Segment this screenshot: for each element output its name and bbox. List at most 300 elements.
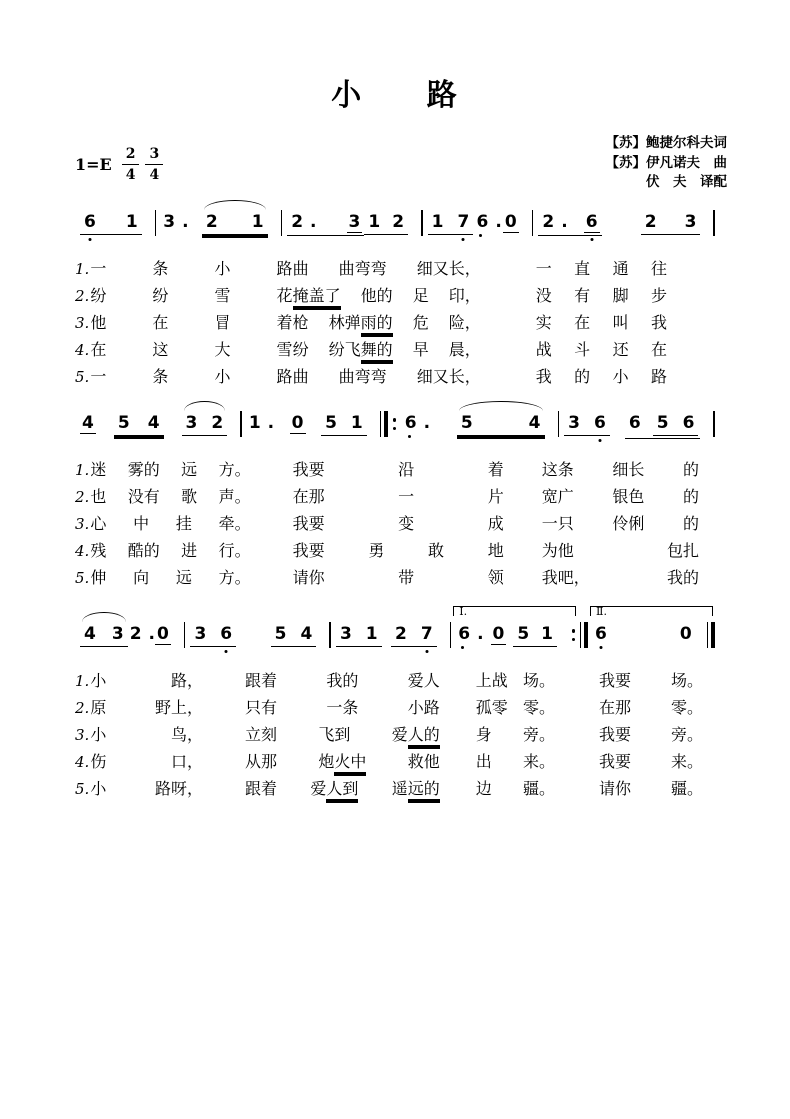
measure [185,622,329,647]
verse-number: 4. [75,542,90,560]
lyric-word: 细又长， [416,367,481,386]
low-octave-dot [590,238,593,241]
lyric-phrase-group [75,256,293,279]
lyric-word: 实 [535,313,552,332]
lyric-word: 来。 [670,752,703,771]
note-digit: 7 [457,212,470,232]
note-digit: 0 [291,413,304,433]
lyric-phrase-group [75,565,293,588]
repeat-dots [393,411,396,437]
note-digit: 6 [404,413,417,433]
lyric-word: 林弹雨的 [328,313,393,332]
note [347,212,363,233]
lyric-word: 路， [170,671,203,690]
note [539,624,555,644]
note-digit: 0 [679,624,692,644]
note [80,413,96,434]
lyric-melisma: 雨的 [360,313,393,332]
lyric-word: 5. 伸 [75,568,107,587]
lyric-word: 直 [574,259,591,278]
lyric-word: 变 [398,514,415,533]
lyric-phrase-group [536,283,715,306]
lyric-phrase-group [75,364,293,387]
note-digit: 6 [585,212,598,232]
note-digit: 6 [594,624,607,644]
page-title: 小 路 [331,78,459,113]
lyric-word: 曲弯弯 [338,259,387,278]
note [146,413,162,433]
lyric-word: 我要 [598,725,631,744]
note [683,212,699,232]
lyric-word: 从那 [245,752,278,771]
note [655,413,671,433]
lyric-word: 我 [650,313,667,332]
note [491,624,507,645]
key-and-credits-row [75,134,727,194]
note-digit: 6 [220,624,233,644]
note-group [202,212,268,235]
lyric-word: 4. 残 [75,541,107,560]
measure [451,605,570,647]
note-digit: 3 [568,413,580,433]
note [390,212,406,232]
low-octave-dot [88,238,91,241]
barline-single [713,411,715,437]
lyric-phrase-group [536,337,715,360]
lyric-word: 他的 [360,286,393,305]
lyric-word: 我 [535,367,552,386]
lyric-word: 曲 [292,259,309,278]
lyric-phrase-group [555,695,715,718]
note [110,624,126,644]
lyric-word: 晨， [448,340,481,359]
lyric-phrase-group [75,722,203,745]
note [527,413,543,433]
lyric-word: 方。 [218,460,251,479]
lyric-phrase-group [504,484,715,507]
note-group [182,413,228,436]
lyric-word: 1. 一 [75,259,107,278]
lyric-word: 印， [448,286,481,305]
lyric-word: 小 [214,367,231,386]
note [155,624,171,645]
lyric-word: 我的 [326,671,359,690]
lyric-word: 鸟， [170,725,203,744]
lyric-word: 的 [682,487,699,506]
lyric-phrase-group [536,364,715,387]
lyric-phrase-group [75,310,293,333]
note [456,624,483,644]
note-digit: 1 [368,212,381,232]
notes-row [75,210,715,252]
note [218,624,234,644]
volta-bracket [453,606,576,616]
note-group [457,413,545,436]
augmentation-dot: . [477,624,484,644]
repeat-dot [572,638,575,641]
lyric-phrase-group [75,484,293,507]
verse-number: 1. [75,461,90,479]
lyric-word: 1. 小 [75,671,107,690]
lyric-word: 4. 伤 [75,752,107,771]
note [540,212,567,232]
lyric-word: 包扎 [666,541,699,560]
lyric-phrase-group [293,310,536,333]
note-digit: 3 [111,624,124,644]
lyric-phrase-group [536,310,715,333]
lyric-phrase-group [440,776,555,799]
lyric-word: 上战 [475,671,508,690]
lyric-word: 我要 [292,514,325,533]
lyric-word: 带 [398,568,415,587]
verse-number: 1. [75,260,90,278]
lyric-word: 雪 [276,340,293,359]
barline-thin [713,411,715,437]
lyric-word: 跟着 [245,779,278,798]
lyric-phrase-group [536,256,715,279]
note [204,212,220,232]
lyric-phrase-group [203,749,440,772]
lyric-word: 零。 [522,698,555,717]
lyric-row [75,256,715,283]
lyric-phrase-group [75,283,293,306]
lyric-word: 危 [412,313,429,332]
lyric-phrase-group [440,722,555,745]
note [503,212,519,233]
note-digit: 6 [628,413,641,433]
note-digit: 5 [117,413,130,433]
lyric-word: 雪 [214,286,231,305]
lyric-word: 2. 纷 [75,286,107,305]
lyric-word: 敢 [428,541,445,560]
verse-number: 3. [75,515,90,533]
lyric-word: 足 [412,286,429,305]
lyric-word: 3. 他 [75,313,107,332]
note-digit: 1 [125,212,138,232]
low-octave-dot [225,650,228,653]
verse-number: 2. [75,488,90,506]
note-digit: 0 [157,624,169,644]
verse-number: 5. [75,569,90,587]
lyric-word: 通 [612,259,629,278]
note-group [513,624,557,647]
note [515,624,531,644]
lyric-melisma: 远的 [407,779,440,798]
lyric-phrase-group [293,256,536,279]
note-group [80,212,142,235]
volta-bracket [590,606,713,616]
note-digit: 0 [504,212,517,232]
lyric-row [75,565,715,592]
barline-final [707,622,715,648]
lyric-word: 条 [152,367,169,386]
note-digit: 0 [492,624,505,644]
low-octave-dot [599,646,602,649]
lyric-word: 的 [682,460,699,479]
lyric-word: 在那 [598,698,631,717]
low-octave-dot [462,238,465,241]
note [124,212,140,232]
lyrics-block [75,457,715,592]
lyric-word: 一 [535,259,552,278]
repeat-dot [393,427,396,430]
note-digit: 1 [431,212,444,232]
lyric-phrase-group [440,695,555,718]
note [627,413,643,433]
note-group [428,212,474,235]
verse-number: 2. [75,287,90,305]
note [592,413,608,433]
note-digit: 3 [194,624,207,644]
lyric-row [75,538,715,565]
lyric-word: 场。 [670,671,703,690]
system-3 [75,605,715,803]
barline-thick [384,411,388,437]
time-signatures [122,146,164,183]
lyric-word: 着 [487,460,504,479]
note-digit: 2 [395,624,407,644]
lyric-word: 路呀， [154,779,203,798]
measure [75,210,155,235]
note-digit: 4 [84,624,96,644]
lyric-word: 路 [276,367,293,386]
lyric-word: 斗 [574,340,591,359]
barline-thick [711,622,715,648]
lyric-phrase-group [75,337,293,360]
lyric-row [75,776,715,803]
lyric-word: 曲弯弯 [338,367,387,386]
note [403,413,430,433]
note-digit: 6 [682,413,695,433]
verse-number: 5. [75,780,90,798]
lyric-word: 在 [650,340,667,359]
lyric-word: 步 [650,286,667,305]
verse-number: 4. [75,341,90,359]
lyric-word: 纷飞舞的 [328,340,393,359]
lyric-word: 花 [276,286,293,305]
note-digit: 2 [129,624,142,644]
lyric-word: 2. 原 [75,698,107,717]
note [184,413,200,433]
barline-thin [580,622,582,648]
verse-number: 2. [75,699,90,717]
credit-translator: 伏 夫 译配 [646,174,727,191]
lyric-melisma: 人到 [326,779,359,798]
note-digit: 3 [684,212,697,232]
lyric-word [293,283,341,306]
lyric-word: 5. 一 [75,367,107,386]
key-signature [75,146,163,183]
lyric-phrase-group [75,668,203,691]
note-digit: 1 [350,413,363,433]
lyric-word: 口， [170,752,203,771]
repeat-dot [572,629,575,632]
note [290,413,306,434]
lyric-word: 这条 [541,460,574,479]
note [289,212,316,232]
lyric-word: 孤零 [475,698,508,717]
lyric-word: 立刻 [245,725,278,744]
note [364,624,380,644]
lyric-phrase-group [555,749,715,772]
lyric-row [75,695,715,722]
note-digit: 4 [528,413,541,433]
note-digit: 5 [656,413,669,433]
notes-row [75,411,715,453]
note-group [321,413,367,436]
lyric-word: 早 [412,340,429,359]
lyric-word: 向 [133,568,150,587]
measure [242,411,380,436]
barline-single [713,210,715,236]
note-digit: 5 [274,624,287,644]
augmentation-dot: . [423,413,431,433]
lyric-word: 4. 在 [75,340,107,359]
note-digit: 2 [205,212,218,232]
lyric-word: 我要 [292,460,325,479]
lyric-word: 在 [574,313,591,332]
lyric-word: 雾的 [127,460,160,479]
lyric-melisma: 掩盖了 [292,286,341,305]
lyric-word: 沿 [398,460,415,479]
measure [282,210,421,236]
lyric-word: 场。 [522,671,555,690]
measure [559,411,713,439]
lyric-word: 进 [181,541,198,560]
lyric-row [75,457,715,484]
note-group [641,212,701,235]
lyric-word: 纷 [152,286,169,305]
note-digit: 2 [644,212,657,232]
note-digit: 1 [248,413,261,433]
lyric-phrase-group [293,364,536,387]
notes-row [75,605,715,664]
note-digit: 7 [420,624,433,644]
note-group [364,212,408,235]
lyric-word: 脚 [612,286,629,305]
system-1 [75,210,715,391]
note [366,212,382,232]
verse-number: 3. [75,314,90,332]
lyric-word: 酷的 [127,541,160,560]
lyric-word: 勇 [368,541,385,560]
measure [156,210,280,235]
lyric-word: 条 [152,259,169,278]
note [681,413,697,433]
lyric-word: 地 [487,541,504,560]
lyric-word: 身 [475,725,492,744]
lyric-word: 有 [574,286,591,305]
low-octave-dot [408,435,411,438]
lyrics-block [75,256,715,391]
note [209,413,225,433]
lyric-word: 没有 [127,487,160,506]
lyric-word: 还 [612,340,629,359]
measure [75,411,240,436]
lyric-word: 请你 [598,779,631,798]
barline-rrep [570,622,588,648]
lyric-phrase-group [555,776,715,799]
note [430,212,446,232]
note [459,413,475,433]
note-digit: 2 [542,212,555,232]
lyric-phrase-group [203,668,440,691]
system-2 [75,411,715,592]
lyrics-block [75,668,715,803]
augmentation-dot: . [182,212,189,232]
lyric-word: 宽广 [541,487,574,506]
lyric-row [75,668,715,695]
low-octave-dot [479,234,482,237]
volta-label: Ⅱ. [595,605,607,618]
lyric-word: 遥远的 [391,779,440,798]
note-group [336,624,382,647]
note [349,413,365,433]
lyric-word: 3. 心 [75,514,107,533]
lyric-word: 在 [152,313,169,332]
lyric-word: 请你 [292,568,325,587]
lyric-word: 3. 小 [75,725,107,744]
lyric-word: 路 [276,259,293,278]
lyric-word: 中 [133,514,150,533]
note [82,624,98,644]
augmentation-dot: . [267,413,275,433]
volta-label: Ⅰ. [459,605,468,618]
lyric-row [75,749,715,776]
lyric-word: 细长 [612,460,645,479]
lyric-word: 旁。 [522,725,555,744]
note-digit: 3 [348,212,361,232]
lyric-word: 往 [650,259,667,278]
note-digit: 6 [458,624,471,644]
lyric-word: 我吧， [541,568,590,587]
note [299,624,315,644]
lyric-melisma: 人的 [407,725,440,744]
note-group [80,624,128,647]
lyric-phrase-group [203,695,440,718]
lyric-phrase-group [293,538,504,561]
lyric-word: 行。 [218,541,251,560]
lyric-phrase-group [75,776,203,799]
note [678,624,694,644]
note [116,413,132,433]
lyric-word: 出 [475,752,492,771]
lyric-word: 曲 [292,367,309,386]
lyric-word: 片 [487,487,504,506]
note [474,212,501,232]
note-digit: 5 [460,413,473,433]
lyric-word: 爱人到 [310,779,359,798]
lyric-word: 我的 [666,568,699,587]
lyric-word: 边 [475,779,492,798]
lyric-word: 一只 [541,514,574,533]
lyric-word: 小路 [407,698,440,717]
note-digit: 4 [300,624,313,644]
lyric-word: 疆。 [522,779,555,798]
lyric-word: 旁。 [670,725,703,744]
measure [398,411,558,436]
lyric-row [75,722,715,749]
note-group [564,413,610,436]
note-digit: 4 [82,413,94,433]
note [593,624,609,644]
lyric-word: 只有 [245,698,278,717]
lyric-word: 枪 [292,313,309,332]
lyric-phrase-group [555,668,715,691]
note-group [538,212,601,236]
note [338,624,354,644]
lyric-word: 成 [487,514,504,533]
